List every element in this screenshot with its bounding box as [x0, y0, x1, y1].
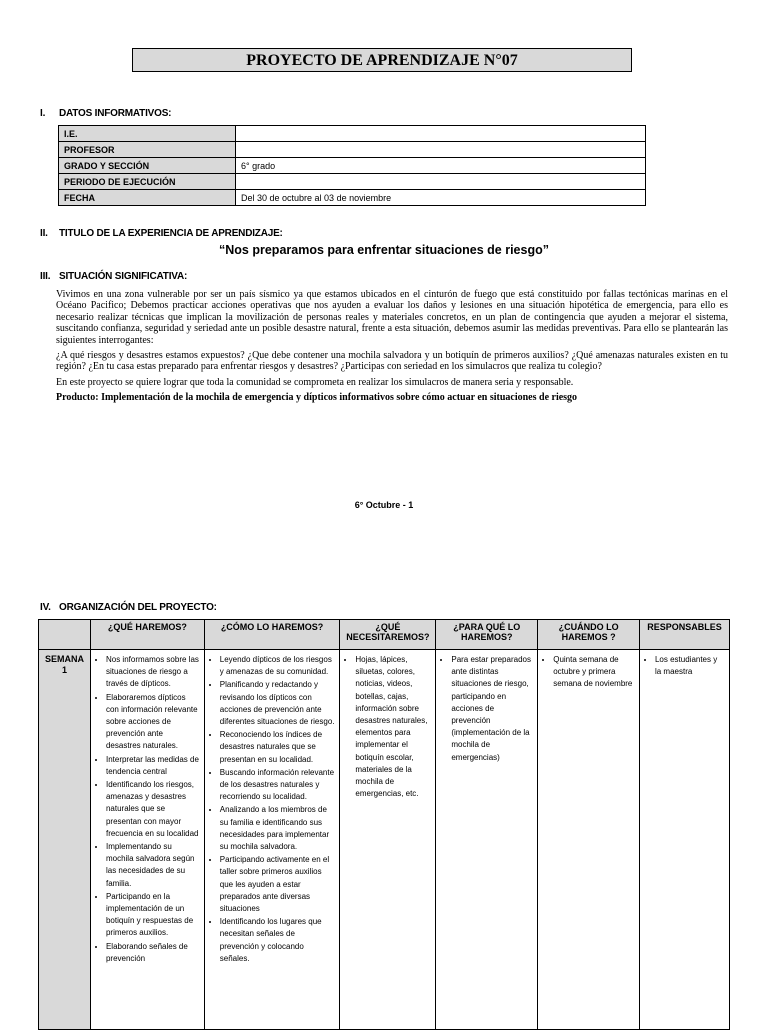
list-item: • Interpretar las medidas de tendencia central — [106, 754, 200, 778]
header-que: ¿QUÉ HAREMOS? — [90, 620, 204, 650]
info-value: 6° grado — [236, 158, 646, 174]
info-value — [236, 174, 646, 190]
section-number: IV. — [40, 602, 51, 613]
header-para-que: ¿PARA QUÉ LO HAREMOS? — [436, 620, 538, 650]
situation-questions: ¿A qué riesgos y desastres estamos expuestos? ¿Que debe contener una mochila salvadora y un botiquín de primeros auxilios? ¿Qué amenazas naturales existen en tu región? ¿En tu casa estas preparado para enfrentar riesgos y desastres? ¿Participas con seriedad en los simulacros que realiza tu colegio? — [56, 350, 728, 373]
section-label: DATOS INFORMATIVOS: — [59, 108, 172, 119]
info-row — [59, 174, 646, 190]
list-item: • Identificando los riesgos, amenazas y desastres naturales que se presentan con mayor frecuencia en su localidad — [106, 779, 200, 840]
info-label: PERIODO DE EJECUCIÓN — [59, 174, 236, 190]
header-como: ¿CÓMO LO HAREMOS? — [204, 620, 340, 650]
section-label: ORGANIZACIÓN DEL PROYECTO: — [59, 602, 217, 613]
section-label: SITUACIÓN SIGNIFICATIVA: — [59, 271, 188, 282]
info-value: Del 30 de octubre al 03 de noviembre — [236, 190, 646, 206]
info-value — [236, 126, 646, 142]
header-necesitaremos: ¿QUÉ NECESITAREMOS? — [340, 620, 436, 650]
header-responsables: RESPONSABLES — [639, 620, 729, 650]
date-line: 6° Octubre - 1 — [354, 500, 414, 510]
situation-product: Producto: Implementación de la mochila de emergencia y dípticos informativos sobre cómo actuar en situaciones de riesgo — [56, 392, 578, 404]
list-item: • Participando activamente en el taller sobre primeros auxilios que les ayuden a estar preparados ante diversas situaciones — [220, 854, 336, 915]
situation-paragraph: Vivimos en una zona vulnerable por ser un país sísmico ya que estamos ubicados en el cinturón de fuego que está constituido por fallas tectónicas marinas en el Océano Pacifico; Debemos practicar acciones operativas que nos ayuden a evaluar los daños y lesiones en una situación hipotética de emergencia, para ello es necesario realizar técnicas que implican la movilización de personas reales y materiales concretos, en un plan de contingencia que ayuden a mejorar el sistema, suscitando confianza, seguridad y seriedad ante un posible desastre natural, frente a esta situación, debemos asumir las medidas preventivas. Para ello se plantearán las siguientes interrogantes: — [56, 289, 728, 346]
list-item: • Implementando su mochila salvadora según las necesidades de su familia. — [106, 841, 200, 890]
section-situacion-heading — [40, 271, 187, 282]
table-row — [39, 650, 730, 1030]
list-item: • Identificando los lugares que necesitan señales de prevención y colocando señales. — [220, 916, 336, 965]
list-item: • Hojas, lápices, siluetas, colores, noticias, videos, botellas, cajas, información sobre desastres naturales, elementos para implementar el botiquín escolar, materiales de la mochila de emergencias, etc. — [355, 654, 431, 800]
list-item: • Analizando a los miembros de su familia e identificando sus necesidades para implementar su mochila salvadora. — [220, 804, 336, 853]
info-row — [59, 126, 646, 142]
list-item: • Reconociendo los índices de desastres naturales que se presentan en su localidad. — [220, 729, 336, 766]
list-item: • Elaboraremos dípticos con información relevante sobre acciones de prevención ante desastres naturales. — [106, 692, 200, 753]
list-item: • Nos informamos sobre las situaciones de riesgo a través de dípticos. — [106, 654, 200, 691]
info-label: PROFESOR — [59, 142, 236, 158]
header-cuando: ¿CUÁNDO LO HAREMOS ? — [538, 620, 640, 650]
situation-goal: En este proyecto se quiere lograr que toda la comunidad se comprometa en realizar los simulacros de manera seria y responsable. — [56, 376, 574, 388]
info-label: FECHA — [59, 190, 236, 206]
list-item: • Para estar preparados ante distintas situaciones de riesgo, participando en acciones de prevención (implementación de la mochila de emergencias) — [451, 654, 533, 764]
info-table — [58, 125, 646, 206]
situation-text — [56, 289, 728, 408]
list-item: • Buscando información relevante de los desastres naturales y recorriendo su localidad. — [220, 767, 336, 804]
info-value — [236, 142, 646, 158]
info-row — [59, 142, 646, 158]
list-item: • Elaborando señales de prevención — [106, 941, 200, 965]
table-header-row — [39, 620, 730, 650]
section-number: I. — [40, 108, 46, 119]
section-number: II. — [40, 228, 48, 239]
responsables-cell — [639, 650, 729, 1030]
list-item: • Planificando y redactando y revisando los dípticos con acciones de prevención ante diferentes situaciones de riesgo. — [220, 679, 336, 728]
info-row — [59, 158, 646, 174]
section-datos-heading — [40, 108, 171, 119]
cuando-cell — [538, 650, 640, 1030]
section-label: TITULO DE LA EXPERIENCIA DE APRENDIZAJE: — [59, 228, 283, 239]
list-item: • Leyendo dípticos de los riesgos y amenazas de su comunidad. — [220, 654, 336, 678]
list-item: • Los estudiantes y la maestra — [655, 654, 725, 678]
info-row — [59, 190, 646, 206]
list-item: • Quinta semana de octubre y primera semana de noviembre — [553, 654, 635, 691]
que-cell — [90, 650, 204, 1030]
necesitaremos-cell — [340, 650, 436, 1030]
header-week — [39, 620, 91, 650]
info-label: I.E. — [59, 126, 236, 142]
como-cell — [204, 650, 340, 1030]
organization-table — [38, 619, 730, 1030]
list-item: • Participando en la implementación de un botiquín y respuestas de primeros auxilios. — [106, 891, 200, 940]
para-que-cell — [436, 650, 538, 1030]
section-titulo-heading — [40, 228, 283, 239]
section-organizacion-heading — [40, 602, 217, 613]
project-title: PROYECTO DE APRENDIZAJE N°07 — [132, 48, 632, 72]
week-cell: SEMANA 1 — [39, 650, 91, 1030]
experience-title: “Nos preparamos para enfrentar situaciones de riesgo” — [219, 243, 549, 257]
section-number: III. — [40, 271, 51, 282]
info-label: GRADO Y SECCIÓN — [59, 158, 236, 174]
